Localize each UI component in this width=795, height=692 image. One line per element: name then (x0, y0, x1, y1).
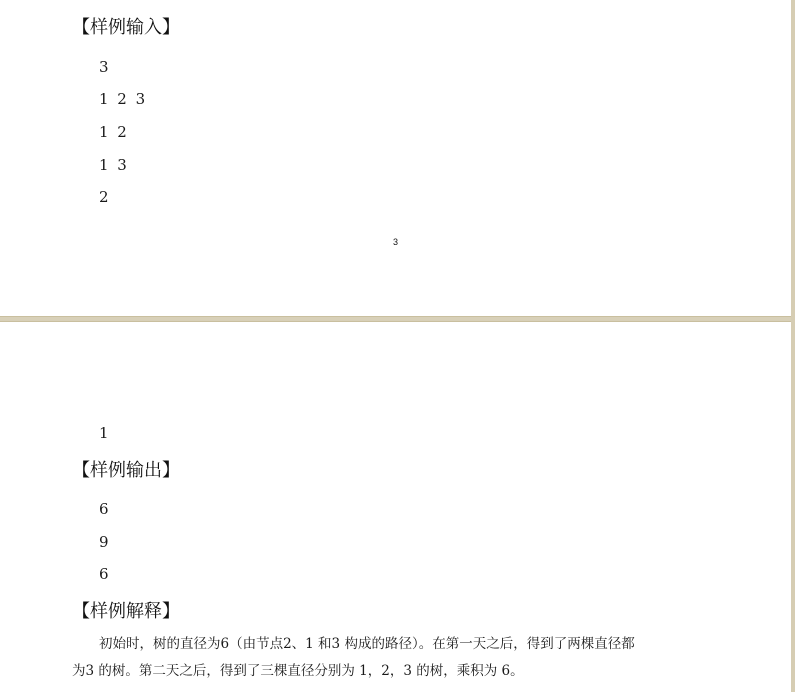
page-right-edge (791, 0, 795, 692)
input-line-3: 1 2 (99, 123, 129, 141)
page-number: 3 (393, 237, 399, 247)
output-line-2: 9 (99, 533, 111, 551)
input-line-4: 1 3 (99, 156, 129, 174)
input-line-2: 1 2 3 (99, 90, 148, 108)
input-line-6: 1 (99, 424, 111, 442)
sample-output-heading: 【样例输出】 (72, 460, 180, 481)
explanation-line-2: 为3 的树。第二天之后，得到了三棵直径分别为 1，2，3 的树，乘积为 6。 (72, 663, 524, 679)
output-line-3: 6 (99, 565, 111, 583)
page-separator (0, 316, 795, 322)
output-line-1: 6 (99, 500, 111, 518)
explanation-heading: 【样例解释】 (72, 601, 180, 622)
sample-input-heading: 【样例输入】 (72, 17, 180, 38)
input-line-1: 3 (99, 58, 111, 76)
input-line-5: 2 (99, 188, 111, 206)
explanation-line-1: 初始时，树的直径为6（由节点2、1 和3 构成的路径）。在第一天之后，得到了两棵直径都 (99, 636, 635, 652)
